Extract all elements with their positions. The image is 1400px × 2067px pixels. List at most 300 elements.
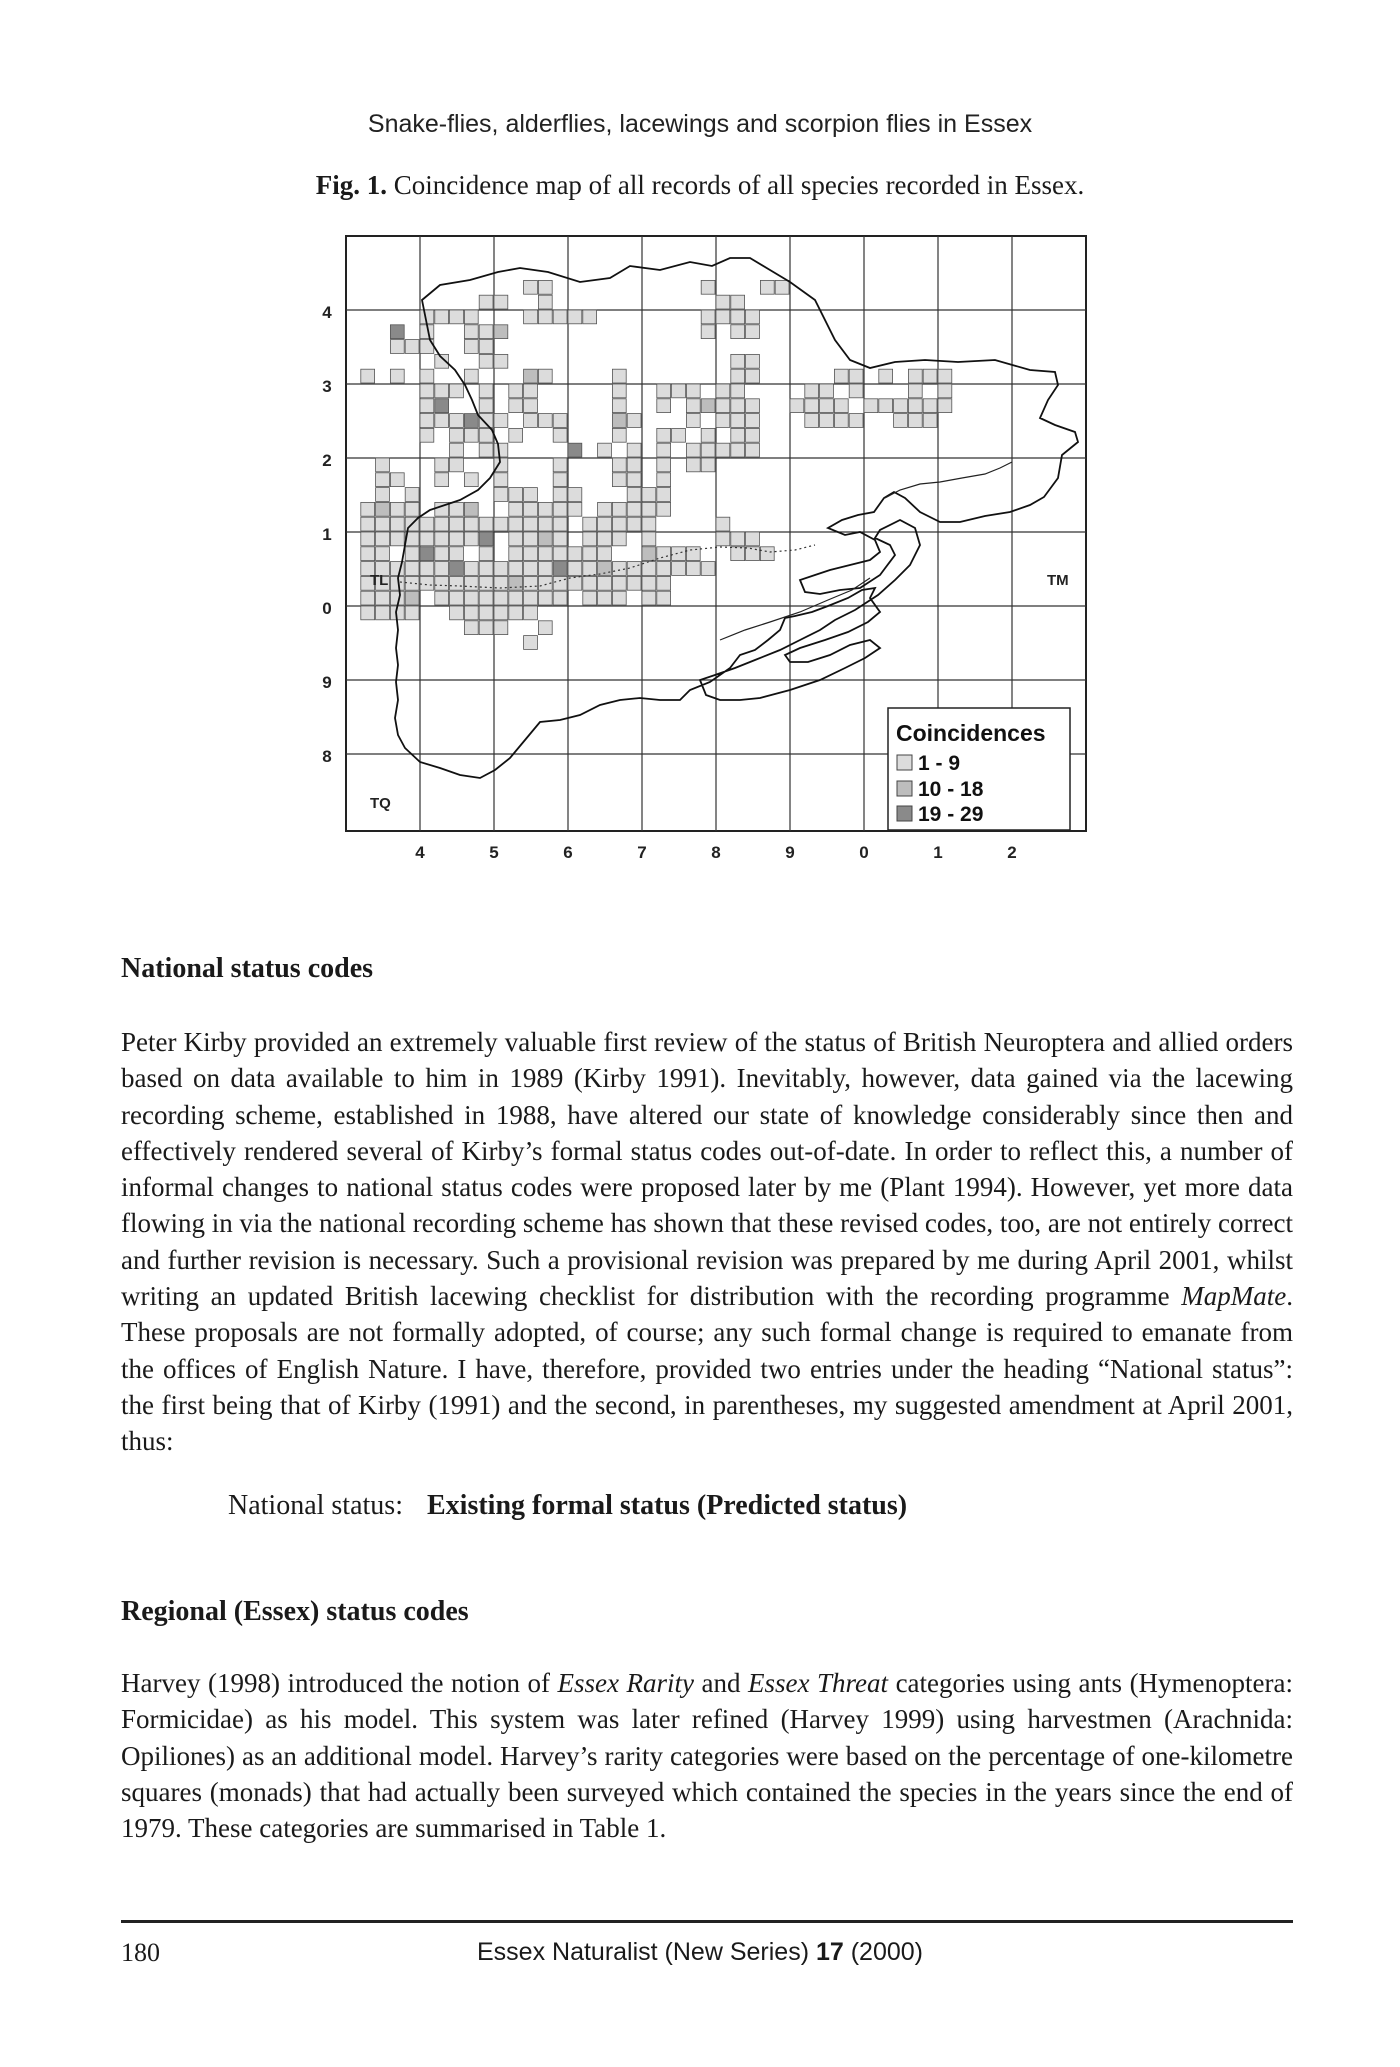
recorded-square — [479, 547, 493, 561]
recorded-square — [612, 414, 626, 428]
recorded-square — [642, 547, 656, 561]
recorded-square — [420, 399, 434, 413]
recorded-square — [583, 532, 597, 546]
recorded-square — [405, 606, 419, 620]
recorded-square — [672, 547, 686, 561]
recorded-square — [731, 443, 745, 457]
x-tick-label: 8 — [711, 843, 721, 862]
recorded-square — [450, 502, 464, 516]
recorded-square — [538, 547, 552, 561]
recorded-square — [435, 414, 449, 428]
recorded-square — [390, 502, 404, 516]
recorded-square — [731, 414, 745, 428]
recorded-square — [598, 576, 612, 590]
recorded-square — [524, 636, 538, 650]
journal-name: Essex Naturalist (New Series) — [476, 1938, 810, 1966]
recorded-square — [553, 502, 567, 516]
recorded-square — [376, 473, 390, 487]
recorded-square — [405, 340, 419, 354]
recorded-square — [464, 576, 478, 590]
recorded-square — [494, 621, 508, 635]
recorded-square — [376, 458, 390, 472]
recorded-square — [731, 547, 745, 561]
figure-label: Fig. 1. — [315, 170, 387, 200]
recorded-square — [420, 547, 434, 561]
recorded-square — [598, 591, 612, 605]
recorded-square — [509, 384, 523, 398]
recorded-square — [731, 295, 745, 309]
recorded-square — [464, 473, 478, 487]
recorded-square — [612, 532, 626, 546]
recorded-square — [361, 532, 375, 546]
recorded-square — [450, 517, 464, 531]
recorded-square — [435, 547, 449, 561]
recorded-square — [553, 591, 567, 605]
journal-year: (2000) — [850, 1938, 923, 1966]
recorded-square — [701, 399, 715, 413]
recorded-square — [583, 576, 597, 590]
recorded-square — [568, 547, 582, 561]
recorded-square — [494, 325, 508, 339]
recorded-square — [450, 562, 464, 576]
recorded-square — [361, 606, 375, 620]
recorded-square — [612, 562, 626, 576]
recorded-square — [420, 369, 434, 383]
recorded-square — [420, 532, 434, 546]
recorded-square — [923, 399, 937, 413]
y-tick-label: 9 — [322, 673, 332, 692]
recorded-square — [716, 295, 730, 309]
recorded-square — [908, 384, 922, 398]
recorded-square — [760, 547, 774, 561]
recorded-square — [435, 532, 449, 546]
recorded-square — [568, 443, 582, 457]
recorded-square — [553, 473, 567, 487]
recorded-square — [834, 414, 848, 428]
recorded-square — [627, 458, 641, 472]
recorded-square — [627, 443, 641, 457]
paragraph-national-status: Peter Kirby provided an extremely valuable first review of the status of British Neuroptera and allied orders based on data available to him in 1989 (Kirby 1991). Inevitably, however, data gained via the lacewing recording scheme, established in 1988, have altered our state of knowledge considerably since then and effectively rendered several of Kirby’s formal status codes out-of-date. In order to reflect this, a number of informal changes to national status codes were proposed later by me (Plant 1994). However, yet more data flowing in via the national recording scheme has shown that these revised codes, too, are not entirely correct and further revision is necessary. Such a provisional revision was prepared by me during April 2001, whilst writing an updated British lacewing checklist for distribution with the recording programme MapMate. These proposals are not formally adopted, of course; any such formal change is required to emanate from the offices of English Nature. I have, therefore, provided two entries under the heading “National status”: the first being that of Kirby (1991) and the second, in parentheses, my suggested amendment at April 2001, thus: — [121, 1027, 1293, 1457]
recorded-square — [450, 591, 464, 605]
recorded-square — [938, 384, 952, 398]
recorded-square — [479, 517, 493, 531]
recorded-square — [553, 562, 567, 576]
running-head: Snake-flies, alderflies, lacewings and scorpion flies in Essex — [367, 110, 1033, 138]
recorded-square — [598, 443, 612, 457]
page-number: 180 — [121, 1938, 160, 1967]
recorded-square — [450, 458, 464, 472]
x-tick-label: 4 — [415, 843, 425, 862]
recorded-square — [361, 369, 375, 383]
y-tick-label: 3 — [322, 377, 332, 396]
recorded-square — [701, 325, 715, 339]
national-status-line — [228, 1490, 907, 1522]
recorded-square — [464, 591, 478, 605]
recorded-square — [435, 310, 449, 324]
recorded-square — [553, 414, 567, 428]
recorded-square — [612, 384, 626, 398]
recorded-square — [450, 384, 464, 398]
recorded-square — [627, 488, 641, 502]
recorded-square — [405, 591, 419, 605]
recorded-square — [494, 443, 508, 457]
recorded-square — [612, 591, 626, 605]
recorded-square — [376, 517, 390, 531]
recorded-square — [805, 399, 819, 413]
legend-label-3: 19 - 29 — [918, 803, 984, 826]
recorded-square — [538, 280, 552, 294]
recorded-square — [657, 576, 671, 590]
recorded-square — [716, 399, 730, 413]
recorded-square — [642, 502, 656, 516]
recorded-square — [464, 369, 478, 383]
recorded-square — [361, 502, 375, 516]
recorded-square — [553, 428, 567, 442]
recorded-square — [524, 517, 538, 531]
recorded-square — [583, 562, 597, 576]
recorded-square — [538, 562, 552, 576]
recorded-square — [524, 532, 538, 546]
recorded-square — [879, 399, 893, 413]
recorded-square — [376, 591, 390, 605]
y-tick-label: 2 — [322, 451, 332, 470]
recorded-square — [805, 384, 819, 398]
recorded-square — [494, 414, 508, 428]
recorded-square — [553, 488, 567, 502]
recorded-square — [553, 517, 567, 531]
recorded-square — [361, 517, 375, 531]
recorded-square — [598, 502, 612, 516]
recorded-square — [583, 310, 597, 324]
recorded-square — [509, 532, 523, 546]
recorded-square — [820, 399, 834, 413]
recorded-square — [716, 443, 730, 457]
recorded-square — [450, 310, 464, 324]
recorded-square — [420, 576, 434, 590]
recorded-square — [479, 399, 493, 413]
recorded-square — [908, 369, 922, 383]
y-tick-label: 0 — [322, 599, 332, 618]
recorded-square — [568, 562, 582, 576]
recorded-square — [524, 502, 538, 516]
recorded-square — [494, 517, 508, 531]
paragraph-regional-status: Harvey (1998) introduced the notion of Essex Rarity and Essex Threat categories using ants (Hymenoptera: Formicidae) as his model. This system was later refined (Harvey 1999) using harvestmen (Arachnida: Opiliones) as an additional model. Harvey’s rarity categories were based on the percentage of one-kilometre squares (monads) that had actually been surveyed which contained the species in the years since the end of 1979. These categories are summarised in Table 1. — [121, 1668, 1294, 1844]
recorded-square — [479, 295, 493, 309]
recorded-square — [894, 399, 908, 413]
recorded-square — [746, 532, 760, 546]
recorded-square — [435, 473, 449, 487]
y-tick-label: 8 — [322, 747, 332, 766]
recorded-square — [376, 547, 390, 561]
recorded-square — [598, 547, 612, 561]
recorded-square — [701, 562, 715, 576]
recorded-square — [494, 295, 508, 309]
recorded-square — [538, 310, 552, 324]
recorded-square — [479, 591, 493, 605]
y-tick-labels — [322, 303, 332, 766]
recorded-square — [390, 369, 404, 383]
recorded-square — [583, 547, 597, 561]
recorded-square — [450, 428, 464, 442]
recorded-square — [568, 488, 582, 502]
recorded-square — [435, 384, 449, 398]
recorded-square — [479, 621, 493, 635]
recorded-square — [464, 414, 478, 428]
recorded-square — [494, 606, 508, 620]
recorded-square — [524, 606, 538, 620]
recorded-squares — [361, 280, 952, 649]
recorded-square — [494, 591, 508, 605]
recorded-square — [420, 414, 434, 428]
recorded-square — [390, 325, 404, 339]
recorded-square — [568, 502, 582, 516]
recorded-square — [464, 517, 478, 531]
recorded-square — [479, 354, 493, 368]
recorded-square — [657, 384, 671, 398]
figure-caption-text: Coincidence map of all records of all species recorded in Essex. — [393, 170, 1085, 200]
recorded-square — [509, 517, 523, 531]
recorded-square — [790, 399, 804, 413]
recorded-square — [701, 458, 715, 472]
recorded-square — [701, 280, 715, 294]
y-tick-label: 4 — [322, 303, 332, 322]
y-tick-label: 1 — [322, 525, 332, 544]
recorded-square — [509, 502, 523, 516]
recorded-square — [464, 562, 478, 576]
recorded-square — [627, 502, 641, 516]
recorded-square — [657, 502, 671, 516]
recorded-square — [657, 547, 671, 561]
recorded-square — [538, 517, 552, 531]
recorded-square — [405, 547, 419, 561]
recorded-square — [612, 428, 626, 442]
recorded-square — [923, 414, 937, 428]
x-tick-label: 1 — [933, 843, 943, 862]
x-tick-labels — [415, 843, 1016, 862]
recorded-square — [746, 547, 760, 561]
recorded-square — [923, 369, 937, 383]
footer-rule — [121, 1920, 1293, 1923]
recorded-square — [376, 606, 390, 620]
journal-footer — [0, 1938, 1400, 1967]
recorded-square — [376, 488, 390, 502]
recorded-square — [627, 473, 641, 487]
recorded-square — [553, 547, 567, 561]
recorded-square — [731, 310, 745, 324]
recorded-square — [731, 325, 745, 339]
recorded-square — [524, 384, 538, 398]
recorded-square — [716, 310, 730, 324]
recorded-square — [938, 369, 952, 383]
recorded-square — [716, 532, 730, 546]
recorded-square — [612, 502, 626, 516]
recorded-square — [494, 354, 508, 368]
recorded-square — [524, 488, 538, 502]
recorded-square — [746, 428, 760, 442]
recorded-square — [672, 562, 686, 576]
recorded-square — [435, 591, 449, 605]
recorded-square — [879, 369, 893, 383]
recorded-square — [672, 428, 686, 442]
recorded-square — [464, 325, 478, 339]
recorded-square — [612, 517, 626, 531]
national-status-label: National status: — [228, 1490, 403, 1521]
recorded-square — [450, 576, 464, 590]
recorded-square — [642, 488, 656, 502]
recorded-square — [524, 591, 538, 605]
recorded-square — [450, 443, 464, 457]
recorded-square — [627, 414, 641, 428]
recorded-square — [657, 488, 671, 502]
recorded-square — [509, 399, 523, 413]
recorded-square — [834, 399, 848, 413]
recorded-square — [435, 576, 449, 590]
recorded-square — [538, 369, 552, 383]
recorded-square — [686, 547, 700, 561]
recorded-square — [657, 443, 671, 457]
recorded-square — [553, 532, 567, 546]
recorded-square — [612, 458, 626, 472]
recorded-square — [760, 280, 774, 294]
recorded-square — [657, 562, 671, 576]
recorded-square — [464, 532, 478, 546]
grid-label-tm: TM — [1047, 572, 1069, 589]
recorded-square — [849, 384, 863, 398]
recorded-square — [524, 399, 538, 413]
recorded-square — [746, 354, 760, 368]
recorded-square — [464, 310, 478, 324]
recorded-square — [405, 502, 419, 516]
recorded-square — [420, 517, 434, 531]
national-status-value: Existing formal status (Predicted status) — [426, 1490, 908, 1521]
x-tick-label: 5 — [489, 843, 499, 862]
coincidence-map — [0, 0, 1400, 920]
recorded-square — [864, 399, 878, 413]
recorded-square — [731, 428, 745, 442]
recorded-square — [509, 606, 523, 620]
recorded-square — [390, 517, 404, 531]
recorded-square — [820, 414, 834, 428]
recorded-square — [938, 399, 952, 413]
recorded-square — [583, 591, 597, 605]
recorded-square — [420, 562, 434, 576]
recorded-square — [450, 414, 464, 428]
recorded-square — [657, 399, 671, 413]
recorded-square — [805, 414, 819, 428]
recorded-square — [509, 488, 523, 502]
recorded-square — [716, 517, 730, 531]
recorded-square — [524, 280, 538, 294]
recorded-square — [731, 354, 745, 368]
recorded-square — [746, 369, 760, 383]
recorded-square — [701, 310, 715, 324]
recorded-square — [612, 576, 626, 590]
recorded-square — [746, 399, 760, 413]
recorded-square — [686, 399, 700, 413]
recorded-square — [612, 369, 626, 383]
recorded-square — [405, 488, 419, 502]
recorded-square — [464, 340, 478, 354]
map-legend — [888, 708, 1070, 830]
recorded-square — [538, 414, 552, 428]
recorded-square — [420, 384, 434, 398]
recorded-square — [672, 384, 686, 398]
recorded-square — [524, 310, 538, 324]
recorded-square — [553, 458, 567, 472]
recorded-square — [701, 428, 715, 442]
x-tick-label: 7 — [637, 843, 647, 862]
recorded-square — [746, 310, 760, 324]
recorded-square — [524, 576, 538, 590]
x-tick-label: 0 — [859, 843, 869, 862]
x-tick-label: 6 — [563, 843, 573, 862]
recorded-square — [538, 295, 552, 309]
recorded-square — [538, 621, 552, 635]
recorded-square — [701, 443, 715, 457]
recorded-square — [509, 562, 523, 576]
x-tick-label: 2 — [1007, 843, 1017, 862]
recorded-square — [731, 399, 745, 413]
recorded-square — [479, 384, 493, 398]
legend-title: Coincidences — [896, 720, 1046, 746]
recorded-square — [479, 340, 493, 354]
recorded-square — [450, 532, 464, 546]
recorded-square — [494, 562, 508, 576]
recorded-square — [746, 325, 760, 339]
recorded-square — [746, 443, 760, 457]
recorded-square — [642, 591, 656, 605]
recorded-square — [479, 562, 493, 576]
estuary-line-south — [720, 578, 870, 640]
recorded-square — [612, 399, 626, 413]
recorded-square — [598, 532, 612, 546]
recorded-square — [479, 606, 493, 620]
recorded-square — [598, 517, 612, 531]
recorded-square — [686, 562, 700, 576]
legend-swatch-2 — [897, 781, 912, 796]
recorded-square — [494, 473, 508, 487]
recorded-square — [538, 532, 552, 546]
recorded-square — [553, 576, 567, 590]
recorded-square — [568, 310, 582, 324]
recorded-square — [464, 502, 478, 516]
recorded-square — [908, 399, 922, 413]
recorded-square — [524, 547, 538, 561]
recorded-square — [849, 369, 863, 383]
section-heading-national: National status codes — [121, 953, 374, 984]
recorded-square — [390, 532, 404, 546]
recorded-square — [405, 562, 419, 576]
grid-label-tl: TL — [370, 572, 389, 589]
recorded-square — [538, 502, 552, 516]
recorded-square — [820, 384, 834, 398]
recorded-square — [642, 517, 656, 531]
recorded-square — [686, 443, 700, 457]
legend-swatch-1 — [897, 755, 912, 770]
journal-volume: 17 — [815, 1938, 844, 1966]
recorded-square — [390, 340, 404, 354]
recorded-square — [509, 547, 523, 561]
recorded-square — [583, 517, 597, 531]
recorded-square — [731, 532, 745, 546]
recorded-square — [538, 591, 552, 605]
recorded-square — [642, 576, 656, 590]
recorded-square — [479, 532, 493, 546]
recorded-square — [464, 606, 478, 620]
recorded-square — [834, 369, 848, 383]
recorded-square — [450, 606, 464, 620]
recorded-square — [479, 325, 493, 339]
